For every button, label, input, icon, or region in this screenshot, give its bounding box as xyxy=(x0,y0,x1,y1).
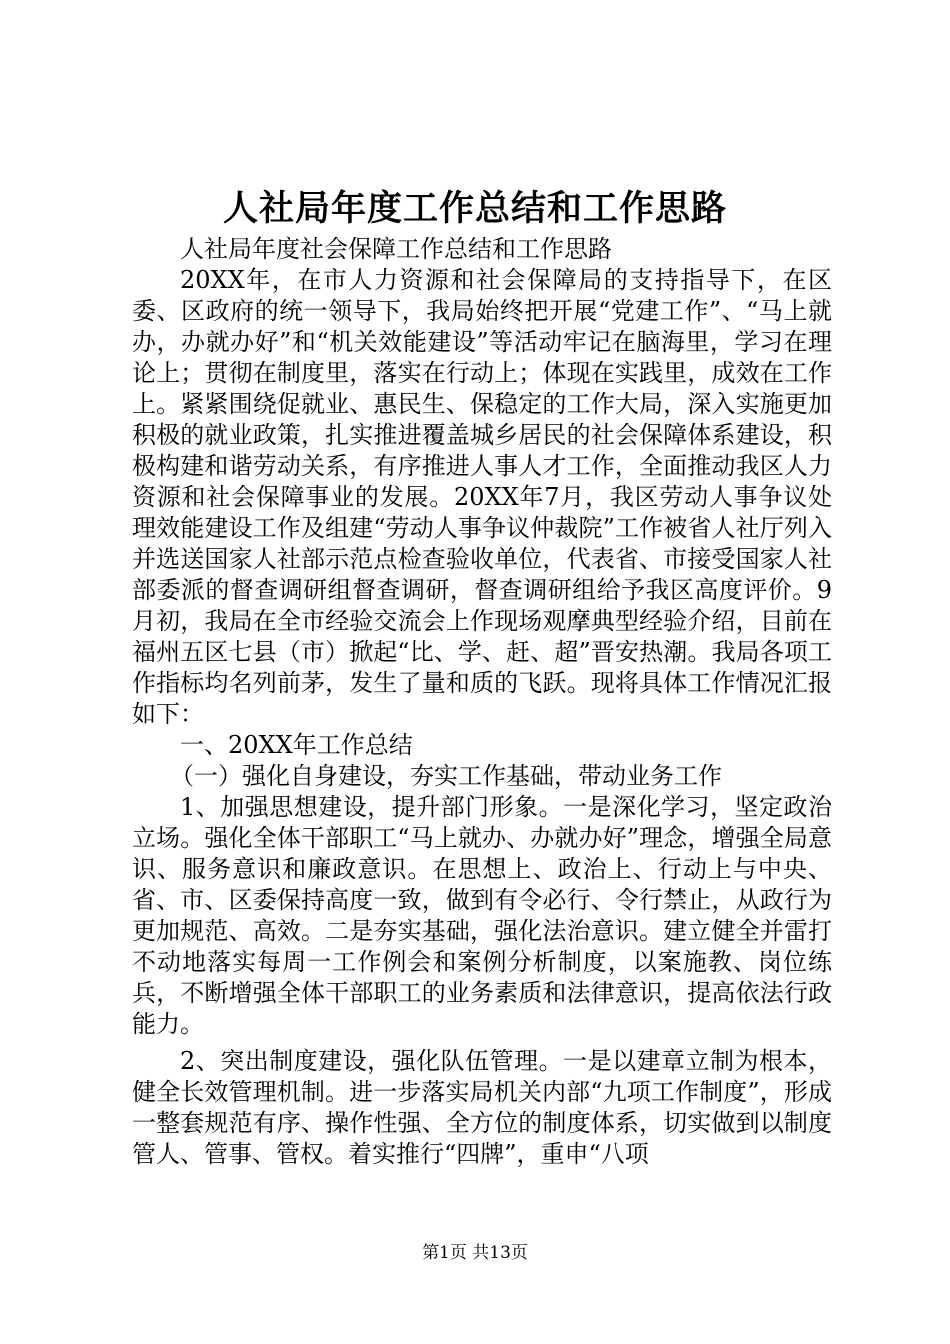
document-body xyxy=(132,234,832,1170)
intro-paragraph: 20XX年，在市人力资源和社会保障局的支持指导下，在区委、区政府的统一领导下，我局始终把开展“党建工作”、“马上就办，办就办好”和“机关效能建设”等活动牢记在脑海里，学习在理论上；贯彻在制度里，落实在行动上；体现在实践里，成效在工作上。紧紧围绕促就业、惠民生、保稳定的工作大局，深入实施更加积极的就业政策，扎实推进覆盖城乡居民的社会保障体系建设，积极构建和谐劳动关系，有序推进人事人才工作，全面推动我区人力资源和社会保障事业的发展。20XX年7月，我区劳动人事争议处理效能建设工作及组建“劳动人事争议仲裁院”工作被省人社厅列入并选送国家人社部示范点检查验收单位，代表省、市接受国家人社部委派的督查调研组督查调研，督查调研组给予我区高度评价。9月初，我局在全市经验交流会上作现场观摩典型经验介绍，目前在福州五区七县（市）掀起“比、学、赶、超”晋安热潮。我局各项工作指标均名列前茅，发生了量和质的飞跃。现将具体工作情况汇报如下： xyxy=(132,266,832,728)
subsection-heading: （一）强化自身建设，夯实工作基础，带动业务工作 xyxy=(170,762,722,790)
body-paragraph: 1、加强思想建设，提升部门形象。一是深化学习，坚定政治立场。强化全体干部职工“马上就办、办就办好”理念，增强全局意识、服务意识和廉政意识。在思想上、政治上、行动上与中央、省、市、区委保持高度一致，做到有令必行、令行禁止，从政行为更加规范、高效。二是夯实基础，强化法治意识。建立健全并雷打不动地落实每周一工作例会和案例分析制度，以案施教、岗位练兵，不断增强全体干部职工的业务素质和法律意识，提高依法行政能力。 xyxy=(132,793,832,1038)
body-paragraph: 2、突出制度建设，强化队伍管理。一是以建章立制为根本，健全长效管理机制。进一步落实局机关内部“九项工作制度”，形成一整套规范有序、操作性强、全方位的制度体系，切实做到以制度管人、管事、管权。着实推行“四牌”，重申“八项 xyxy=(132,1047,832,1168)
subtitle-paragraph: 人社局年度社会保障工作总结和工作思路 xyxy=(180,235,612,263)
page-number-footer: 第1页 共13页 xyxy=(422,1243,528,1263)
document-title: 人社局年度工作总结和工作思路 xyxy=(222,188,727,229)
section-heading: 一、20XX年工作总结 xyxy=(180,731,413,759)
